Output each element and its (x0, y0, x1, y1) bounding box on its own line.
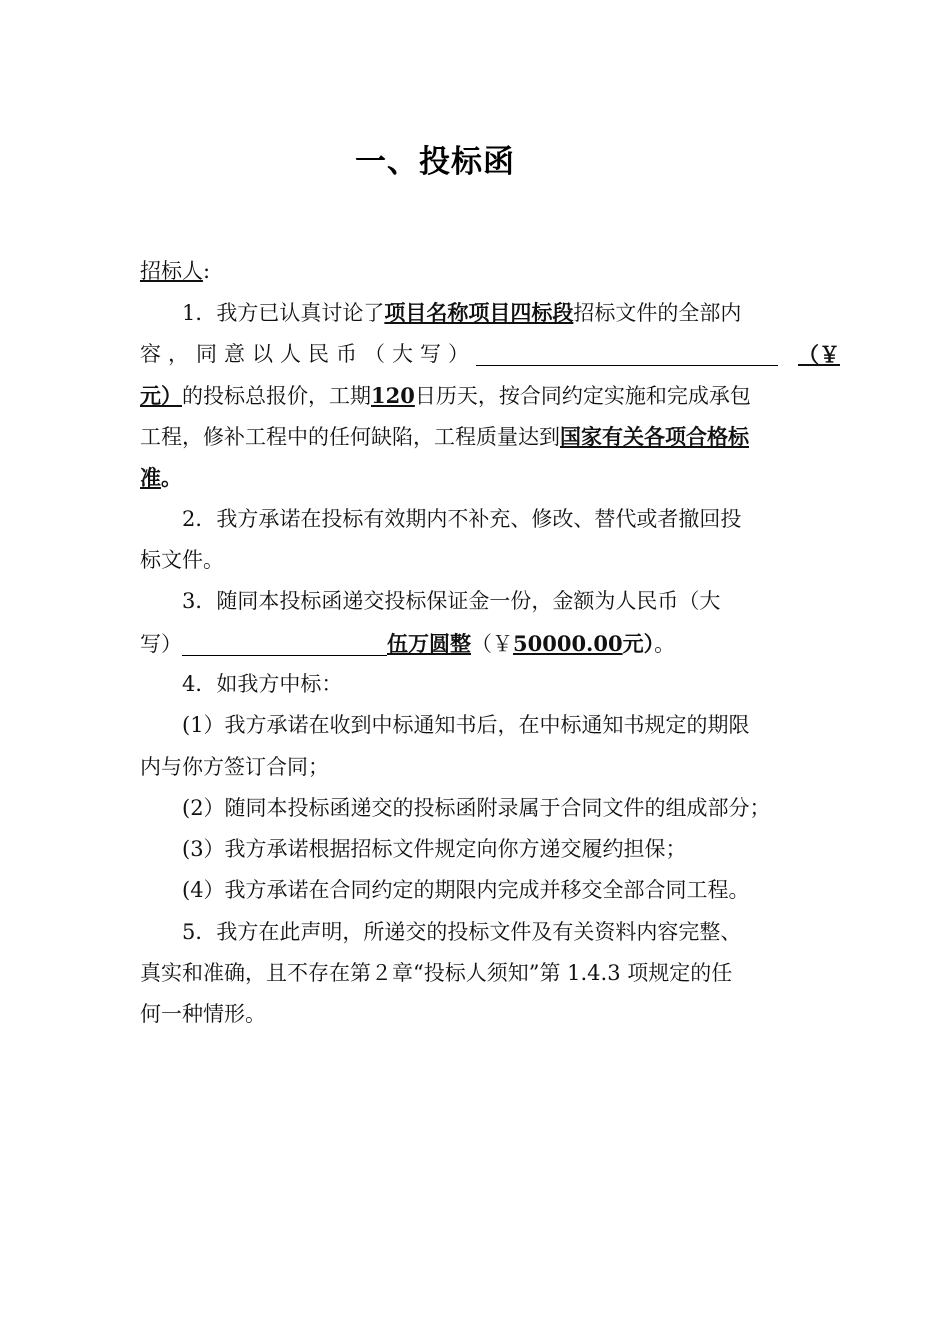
clause-4-item-1-line-1: (1）我方承诺在收到中标通知书后，在中标通知书规定的期限 (182, 713, 750, 738)
clause-2-line-1: 2．我方承诺在投标有效期内不补充、修改、替代或者撤回投 (182, 506, 742, 531)
addressee: 招标人 (140, 259, 203, 283)
clause-5-line-1: 5．我方在此声明，所递交的投标文件及有关资料内容完整、 (182, 919, 742, 944)
clause-2-line-2: 标文件。 (140, 548, 224, 573)
clause-4-item-2: (2）随同本投标函递交的投标函附录属于合同文件的组成部分； (182, 795, 771, 820)
clause-1-line-3 (140, 375, 840, 416)
clause-4-item-1-line-2: 内与你方签订合同； (140, 754, 329, 779)
clause-text: 工程，修补工程中的任何缺陷，工程质量达到 (140, 425, 560, 450)
quality-standard-end: 准 (140, 465, 161, 491)
clause-4-item-4: (4）我方承诺在合同约定的期限内完成并移交全部合同工程。 (182, 878, 750, 903)
clause-text: 日历天，按合同约定实施和完成承包 (414, 383, 751, 408)
clause-text: 写） (140, 631, 182, 656)
project-name: 项目名称项目四标段 (384, 300, 574, 326)
clause-text: 的投标总报价，工期 (182, 383, 371, 408)
price-words-blank (476, 339, 778, 366)
clause-end: 。 (654, 631, 676, 656)
duration-days: 120 (371, 382, 415, 408)
clause-1-line-1 (140, 292, 840, 333)
deposit-blank (182, 629, 387, 656)
clause-text: 招标文件的全部内 (573, 301, 742, 326)
clause-end: 。 (161, 465, 182, 491)
deposit-unit: 元） (622, 630, 655, 656)
deposit-amount-number: 50000.00 (513, 630, 623, 656)
clause-5-line-3: 何一种情形。 (140, 1002, 266, 1027)
clause-4-item-3: (3）我方承诺根据招标文件规定向你方递交履约担保； (182, 837, 687, 862)
clause-3-line-2 (140, 623, 840, 664)
clause-3-line-1: 3．随同本投标函递交投标保证金一份，金额为人民币（大 (182, 589, 721, 614)
clause-text: 我方已认真讨论了 (216, 301, 385, 326)
clause-number: 1． (182, 301, 217, 326)
quality-standard: 国家有关各项合格标 (560, 424, 749, 450)
clause-5-line-2: 真实和准确，且不存在第２章“投标人须知”第 1.4.3 项规定的任 (140, 961, 733, 986)
clause-4-line-1: 4．如我方中标： (182, 671, 343, 696)
deposit-currency: （￥ (471, 631, 513, 656)
addressee-line (140, 251, 840, 292)
deposit-amount-words: 伍万圆整 (387, 630, 471, 656)
addressee-colon: : (203, 259, 211, 283)
clause-1-line-5 (140, 457, 840, 498)
price-currency: （￥ (798, 341, 840, 367)
bid-letter-body (140, 251, 840, 1036)
clause-1-line-4 (140, 416, 840, 457)
page-title: 一、投标函 (355, 144, 515, 180)
clause-1-line-2 (140, 334, 840, 375)
price-unit: 元） (140, 382, 182, 408)
clause-text: 容，同意以人民币（大写） (140, 341, 476, 366)
